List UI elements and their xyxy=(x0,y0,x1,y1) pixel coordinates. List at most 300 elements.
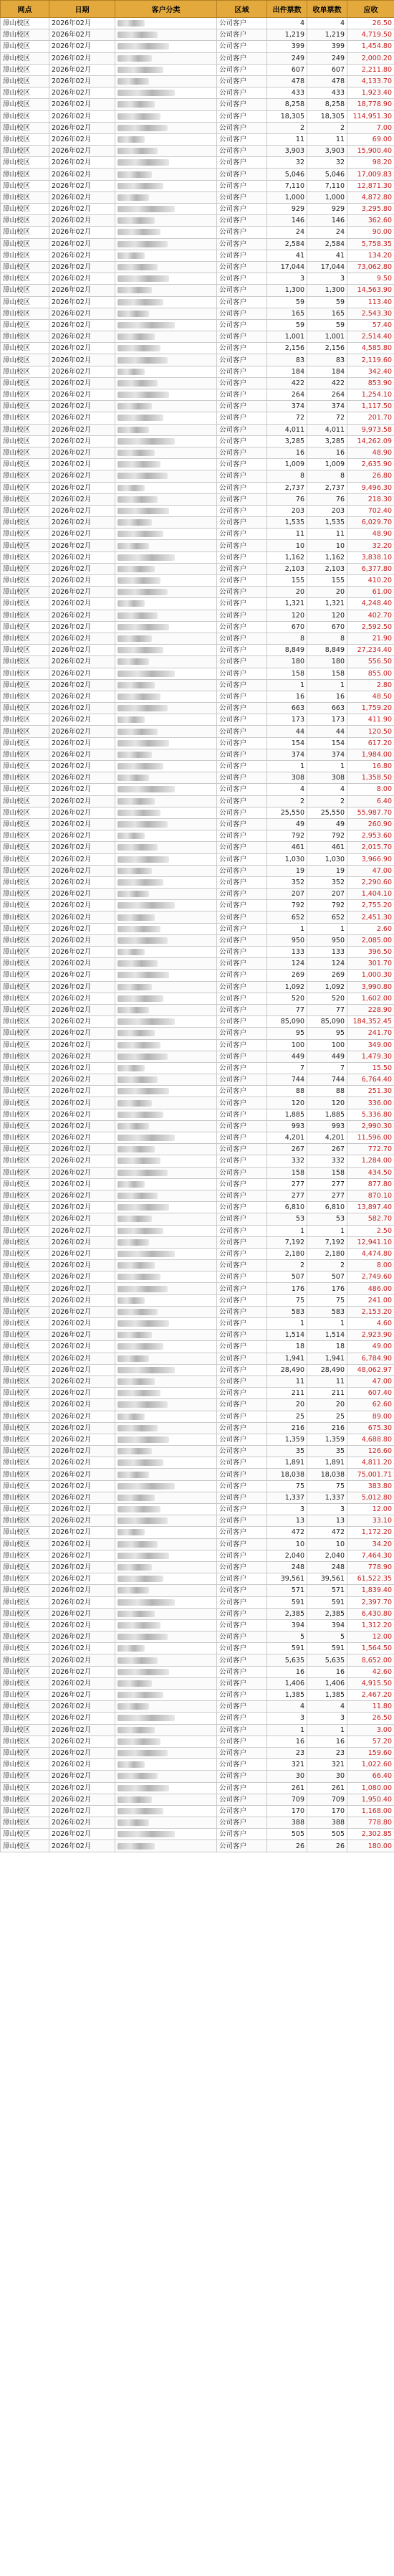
cell-date[interactable]: 2026年02月 xyxy=(49,1643,115,1654)
cell-region[interactable]: 公司客户 xyxy=(217,146,267,157)
cell-region[interactable]: 公司客户 xyxy=(217,435,267,447)
table-row[interactable] xyxy=(1,1713,394,1724)
cell-store[interactable]: 漳山校区 xyxy=(1,110,49,122)
cell-customer[interactable] xyxy=(115,1225,217,1236)
cell-date[interactable]: 2026年02月 xyxy=(49,1492,115,1503)
table-row[interactable] xyxy=(1,1388,394,1399)
cell-date[interactable]: 2026年02月 xyxy=(49,807,115,818)
cell-store[interactable]: 漳山校区 xyxy=(1,1829,49,1840)
cell-receive-count[interactable]: 184 xyxy=(307,366,347,377)
cell-region[interactable]: 公司客户 xyxy=(217,64,267,75)
cell-date[interactable]: 2026年02月 xyxy=(49,1596,115,1608)
cell-date[interactable]: 2026年02月 xyxy=(49,934,115,946)
cell-date[interactable]: 2026年02月 xyxy=(49,668,115,679)
header-date[interactable]: 日期 xyxy=(49,1,115,18)
table-row[interactable] xyxy=(1,1260,394,1272)
table-row[interactable] xyxy=(1,621,394,633)
cell-date[interactable]: 2026年02月 xyxy=(49,1422,115,1434)
cell-date[interactable]: 2026年02月 xyxy=(49,447,115,458)
cell-region[interactable]: 公司客户 xyxy=(217,1411,267,1422)
cell-region[interactable]: 公司客户 xyxy=(217,273,267,285)
cell-customer[interactable] xyxy=(115,1202,217,1213)
cell-receive-count[interactable]: 2,156 xyxy=(307,343,347,354)
cell-receive-count[interactable]: 59 xyxy=(307,319,347,331)
cell-store[interactable]: 漳山校区 xyxy=(1,737,49,749)
cell-store[interactable]: 漳山校区 xyxy=(1,273,49,285)
cell-amount[interactable]: 73,062.80 xyxy=(347,261,394,273)
table-row[interactable] xyxy=(1,296,394,308)
cell-store[interactable]: 漳山校区 xyxy=(1,1736,49,1747)
cell-receive-count[interactable]: 1,406 xyxy=(307,1677,347,1689)
cell-ship-count[interactable]: 950 xyxy=(267,934,307,946)
cell-amount[interactable]: 1,479.30 xyxy=(347,1051,394,1062)
table-row[interactable] xyxy=(1,1794,394,1805)
cell-store[interactable]: 漳山校区 xyxy=(1,1167,49,1178)
cell-ship-count[interactable]: 4,201 xyxy=(267,1132,307,1144)
cell-ship-count[interactable]: 203 xyxy=(267,505,307,516)
cell-ship-count[interactable]: 26 xyxy=(267,1840,307,1852)
cell-date[interactable]: 2026年02月 xyxy=(49,1747,115,1758)
cell-amount[interactable]: 1,284.00 xyxy=(347,1155,394,1167)
cell-receive-count[interactable]: 32 xyxy=(307,157,347,169)
cell-receive-count[interactable]: 5 xyxy=(307,1632,347,1643)
cell-customer[interactable] xyxy=(115,656,217,668)
cell-amount[interactable]: 1,254.10 xyxy=(347,389,394,401)
cell-date[interactable]: 2026年02月 xyxy=(49,215,115,227)
cell-region[interactable]: 公司客户 xyxy=(217,1120,267,1132)
cell-region[interactable]: 公司客户 xyxy=(217,1388,267,1399)
cell-amount[interactable]: 180.00 xyxy=(347,1840,394,1852)
table-row[interactable] xyxy=(1,795,394,807)
cell-amount[interactable]: 396.50 xyxy=(347,947,394,958)
cell-receive-count[interactable]: 30 xyxy=(307,1771,347,1782)
cell-date[interactable]: 2026年02月 xyxy=(49,1654,115,1666)
table-row[interactable] xyxy=(1,41,394,52)
cell-region[interactable]: 公司客户 xyxy=(217,691,267,702)
cell-store[interactable]: 漳山校区 xyxy=(1,1701,49,1713)
cell-amount[interactable]: 120.50 xyxy=(347,726,394,737)
cell-store[interactable]: 漳山校区 xyxy=(1,1632,49,1643)
cell-customer[interactable] xyxy=(115,18,217,29)
cell-customer[interactable] xyxy=(115,1260,217,1272)
table-row[interactable] xyxy=(1,1434,394,1445)
cell-customer[interactable] xyxy=(115,970,217,981)
cell-customer[interactable] xyxy=(115,1272,217,1283)
cell-amount[interactable]: 2,467.20 xyxy=(347,1690,394,1701)
cell-region[interactable]: 公司客户 xyxy=(217,296,267,308)
table-row[interactable] xyxy=(1,215,394,227)
cell-amount[interactable]: 434.50 xyxy=(347,1167,394,1178)
cell-date[interactable]: 2026年02月 xyxy=(49,853,115,865)
cell-customer[interactable] xyxy=(115,761,217,772)
cell-amount[interactable]: 402.70 xyxy=(347,610,394,621)
cell-region[interactable]: 公司客户 xyxy=(217,122,267,133)
cell-ship-count[interactable]: 264 xyxy=(267,389,307,401)
cell-customer[interactable] xyxy=(115,911,217,923)
table-row[interactable] xyxy=(1,830,394,842)
cell-date[interactable]: 2026年02月 xyxy=(49,1399,115,1411)
cell-receive-count[interactable]: 8 xyxy=(307,470,347,482)
cell-amount[interactable]: 12.00 xyxy=(347,1632,394,1643)
cell-date[interactable]: 2026年02月 xyxy=(49,180,115,191)
cell-store[interactable]: 漳山校区 xyxy=(1,1550,49,1561)
table-row[interactable] xyxy=(1,529,394,540)
cell-region[interactable]: 公司客户 xyxy=(217,401,267,412)
cell-amount[interactable]: 11.80 xyxy=(347,1701,394,1713)
cell-amount[interactable]: 6.40 xyxy=(347,795,394,807)
cell-date[interactable]: 2026年02月 xyxy=(49,1225,115,1236)
cell-amount[interactable]: 3,966.90 xyxy=(347,853,394,865)
cell-date[interactable]: 2026年02月 xyxy=(49,296,115,308)
cell-amount[interactable]: 3,295.80 xyxy=(347,204,394,215)
cell-amount[interactable]: 582.70 xyxy=(347,1213,394,1225)
cell-region[interactable]: 公司客户 xyxy=(217,610,267,621)
cell-ship-count[interactable]: 1,385 xyxy=(267,1690,307,1701)
cell-region[interactable]: 公司客户 xyxy=(217,1643,267,1654)
cell-receive-count[interactable]: 264 xyxy=(307,389,347,401)
cell-ship-count[interactable]: 2,584 xyxy=(267,238,307,250)
cell-receive-count[interactable]: 16 xyxy=(307,1666,347,1677)
cell-ship-count[interactable]: 16 xyxy=(267,691,307,702)
cell-region[interactable]: 公司客户 xyxy=(217,1504,267,1515)
cell-receive-count[interactable]: 5,635 xyxy=(307,1654,347,1666)
header-amount[interactable]: 应收 xyxy=(347,1,394,18)
cell-receive-count[interactable]: 3,903 xyxy=(307,146,347,157)
cell-customer[interactable] xyxy=(115,1538,217,1550)
cell-ship-count[interactable]: 7,192 xyxy=(267,1236,307,1248)
cell-ship-count[interactable]: 1,030 xyxy=(267,853,307,865)
cell-date[interactable]: 2026年02月 xyxy=(49,261,115,273)
cell-amount[interactable]: 26.50 xyxy=(347,1713,394,1724)
table-row[interactable] xyxy=(1,1004,394,1015)
cell-customer[interactable] xyxy=(115,366,217,377)
cell-receive-count[interactable]: 792 xyxy=(307,900,347,911)
cell-store[interactable]: 漳山校区 xyxy=(1,366,49,377)
cell-receive-count[interactable]: 146 xyxy=(307,215,347,227)
cell-amount[interactable]: 2,543.30 xyxy=(347,308,394,319)
cell-date[interactable]: 2026年02月 xyxy=(49,227,115,238)
cell-amount[interactable]: 134.20 xyxy=(347,250,394,261)
cell-amount[interactable]: 5,336.80 xyxy=(347,1109,394,1120)
cell-receive-count[interactable]: 35 xyxy=(307,1446,347,1457)
cell-ship-count[interactable]: 173 xyxy=(267,714,307,726)
cell-amount[interactable]: 15,900.40 xyxy=(347,146,394,157)
cell-customer[interactable] xyxy=(115,876,217,888)
cell-date[interactable]: 2026年02月 xyxy=(49,761,115,772)
cell-customer[interactable] xyxy=(115,1318,217,1330)
cell-amount[interactable]: 349.00 xyxy=(347,1039,394,1051)
cell-customer[interactable] xyxy=(115,482,217,493)
cell-amount[interactable]: 4,811.20 xyxy=(347,1457,394,1469)
cell-date[interactable]: 2026年02月 xyxy=(49,1736,115,1747)
cell-amount[interactable]: 2,635.90 xyxy=(347,459,394,470)
cell-receive-count[interactable]: 1,385 xyxy=(307,1690,347,1701)
cell-amount[interactable]: 9.50 xyxy=(347,273,394,285)
cell-amount[interactable]: 2,990.30 xyxy=(347,1120,394,1132)
cell-receive-count[interactable]: 1,000 xyxy=(307,191,347,203)
cell-store[interactable]: 漳山校区 xyxy=(1,958,49,970)
cell-receive-count[interactable]: 158 xyxy=(307,1167,347,1178)
table-row[interactable] xyxy=(1,587,394,598)
cell-store[interactable]: 漳山校区 xyxy=(1,401,49,412)
cell-store[interactable]: 漳山校区 xyxy=(1,947,49,958)
cell-amount[interactable]: 55,987.70 xyxy=(347,807,394,818)
cell-ship-count[interactable]: 2,180 xyxy=(267,1248,307,1259)
cell-customer[interactable] xyxy=(115,993,217,1004)
table-row[interactable] xyxy=(1,1817,394,1829)
cell-date[interactable]: 2026年02月 xyxy=(49,563,115,574)
table-row[interactable] xyxy=(1,1190,394,1201)
cell-customer[interactable] xyxy=(115,1759,217,1771)
cell-amount[interactable]: 2,211.80 xyxy=(347,64,394,75)
cell-customer[interactable] xyxy=(115,319,217,331)
cell-region[interactable]: 公司客户 xyxy=(217,911,267,923)
cell-store[interactable]: 漳山校区 xyxy=(1,1619,49,1631)
cell-ship-count[interactable]: 1,337 xyxy=(267,1492,307,1503)
cell-store[interactable]: 漳山校区 xyxy=(1,1306,49,1317)
cell-ship-count[interactable]: 158 xyxy=(267,1167,307,1178)
cell-receive-count[interactable]: 1,885 xyxy=(307,1109,347,1120)
table-row[interactable] xyxy=(1,459,394,470)
cell-store[interactable]: 漳山校区 xyxy=(1,1086,49,1097)
cell-region[interactable]: 公司客户 xyxy=(217,29,267,41)
cell-ship-count[interactable]: 3 xyxy=(267,1713,307,1724)
cell-ship-count[interactable]: 1,885 xyxy=(267,1109,307,1120)
cell-store[interactable]: 漳山校区 xyxy=(1,679,49,691)
table-row[interactable] xyxy=(1,1028,394,1039)
cell-region[interactable]: 公司客户 xyxy=(217,1283,267,1294)
cell-region[interactable]: 公司客户 xyxy=(217,1144,267,1155)
cell-region[interactable]: 公司客户 xyxy=(217,1399,267,1411)
cell-amount[interactable]: 1,022.60 xyxy=(347,1759,394,1771)
cell-ship-count[interactable]: 216 xyxy=(267,1422,307,1434)
cell-date[interactable]: 2026年02月 xyxy=(49,1446,115,1457)
cell-date[interactable]: 2026年02月 xyxy=(49,1527,115,1538)
cell-date[interactable]: 2026年02月 xyxy=(49,157,115,169)
table-row[interactable] xyxy=(1,1283,394,1294)
table-row[interactable] xyxy=(1,1632,394,1643)
cell-receive-count[interactable]: 26 xyxy=(307,1840,347,1852)
cell-receive-count[interactable]: 7,110 xyxy=(307,180,347,191)
cell-customer[interactable] xyxy=(115,87,217,99)
table-row[interactable] xyxy=(1,911,394,923)
cell-amount[interactable]: 411.90 xyxy=(347,714,394,726)
cell-receive-count[interactable]: 155 xyxy=(307,575,347,587)
table-row[interactable] xyxy=(1,679,394,691)
cell-ship-count[interactable]: 2,385 xyxy=(267,1608,307,1619)
cell-ship-count[interactable]: 5 xyxy=(267,1632,307,1643)
cell-receive-count[interactable]: 211 xyxy=(307,1388,347,1399)
cell-region[interactable]: 公司客户 xyxy=(217,540,267,551)
table-row[interactable] xyxy=(1,273,394,285)
cell-receive-count[interactable]: 7 xyxy=(307,1062,347,1074)
table-row[interactable] xyxy=(1,1585,394,1596)
cell-ship-count[interactable]: 792 xyxy=(267,900,307,911)
cell-customer[interactable] xyxy=(115,122,217,133)
table-row[interactable] xyxy=(1,1654,394,1666)
cell-receive-count[interactable]: 422 xyxy=(307,377,347,389)
cell-date[interactable]: 2026年02月 xyxy=(49,1283,115,1294)
cell-store[interactable]: 漳山校区 xyxy=(1,1515,49,1527)
table-row[interactable] xyxy=(1,1619,394,1631)
cell-date[interactable]: 2026年02月 xyxy=(49,818,115,830)
cell-date[interactable]: 2026年02月 xyxy=(49,1619,115,1631)
cell-store[interactable]: 漳山校区 xyxy=(1,18,49,29)
cell-amount[interactable]: 2,000.20 xyxy=(347,52,394,64)
cell-customer[interactable] xyxy=(115,1399,217,1411)
cell-ship-count[interactable]: 929 xyxy=(267,204,307,215)
cell-date[interactable]: 2026年02月 xyxy=(49,1724,115,1736)
cell-receive-count[interactable]: 607 xyxy=(307,64,347,75)
cell-store[interactable]: 漳山校区 xyxy=(1,1538,49,1550)
cell-amount[interactable]: 1,839.40 xyxy=(347,1585,394,1596)
cell-customer[interactable] xyxy=(115,64,217,75)
cell-store[interactable]: 漳山校区 xyxy=(1,1074,49,1086)
cell-store[interactable]: 漳山校区 xyxy=(1,470,49,482)
cell-customer[interactable] xyxy=(115,354,217,366)
table-row[interactable] xyxy=(1,424,394,435)
cell-region[interactable]: 公司客户 xyxy=(217,807,267,818)
cell-ship-count[interactable]: 1 xyxy=(267,923,307,934)
cell-ship-count[interactable]: 670 xyxy=(267,621,307,633)
table-row[interactable] xyxy=(1,227,394,238)
cell-receive-count[interactable]: 3,285 xyxy=(307,435,347,447)
cell-receive-count[interactable]: 59 xyxy=(307,296,347,308)
cell-receive-count[interactable]: 1,162 xyxy=(307,551,347,563)
cell-amount[interactable]: 4,915.50 xyxy=(347,1677,394,1689)
cell-region[interactable]: 公司客户 xyxy=(217,1829,267,1840)
cell-ship-count[interactable]: 583 xyxy=(267,1306,307,1317)
cell-ship-count[interactable]: 25,550 xyxy=(267,807,307,818)
cell-region[interactable]: 公司客户 xyxy=(217,842,267,853)
cell-amount[interactable]: 47.00 xyxy=(347,1375,394,1387)
cell-receive-count[interactable]: 433 xyxy=(307,87,347,99)
cell-store[interactable]: 漳山校区 xyxy=(1,1724,49,1736)
cell-date[interactable]: 2026年02月 xyxy=(49,1561,115,1573)
cell-amount[interactable]: 2,085.00 xyxy=(347,934,394,946)
cell-date[interactable]: 2026年02月 xyxy=(49,1677,115,1689)
cell-ship-count[interactable]: 321 xyxy=(267,1759,307,1771)
cell-region[interactable]: 公司客户 xyxy=(217,1236,267,1248)
cell-region[interactable]: 公司客户 xyxy=(217,1202,267,1213)
cell-region[interactable]: 公司客户 xyxy=(217,1805,267,1817)
table-row[interactable] xyxy=(1,1469,394,1480)
cell-store[interactable]: 漳山校区 xyxy=(1,1713,49,1724)
cell-store[interactable]: 漳山校区 xyxy=(1,1446,49,1457)
cell-customer[interactable] xyxy=(115,250,217,261)
cell-amount[interactable]: 2,015.70 xyxy=(347,842,394,853)
cell-customer[interactable] xyxy=(115,923,217,934)
cell-receive-count[interactable]: 170 xyxy=(307,1805,347,1817)
cell-date[interactable]: 2026年02月 xyxy=(49,505,115,516)
cell-amount[interactable]: 6,029.70 xyxy=(347,517,394,529)
cell-ship-count[interactable]: 993 xyxy=(267,1120,307,1132)
cell-store[interactable]: 漳山校区 xyxy=(1,1561,49,1573)
cell-customer[interactable] xyxy=(115,1155,217,1167)
cell-amount[interactable]: 778.80 xyxy=(347,1817,394,1829)
cell-ship-count[interactable]: 422 xyxy=(267,377,307,389)
cell-amount[interactable]: 5,758.35 xyxy=(347,238,394,250)
cell-date[interactable]: 2026年02月 xyxy=(49,621,115,633)
cell-date[interactable]: 2026年02月 xyxy=(49,645,115,656)
cell-region[interactable]: 公司客户 xyxy=(217,133,267,145)
cell-ship-count[interactable]: 207 xyxy=(267,889,307,900)
table-row[interactable] xyxy=(1,1805,394,1817)
cell-amount[interactable]: 126.60 xyxy=(347,1446,394,1457)
cell-store[interactable]: 漳山校区 xyxy=(1,714,49,726)
cell-date[interactable]: 2026年02月 xyxy=(49,842,115,853)
cell-date[interactable]: 2026年02月 xyxy=(49,412,115,424)
cell-amount[interactable]: 6,430.80 xyxy=(347,1608,394,1619)
cell-region[interactable]: 公司客户 xyxy=(217,1538,267,1550)
cell-ship-count[interactable]: 88 xyxy=(267,1086,307,1097)
cell-store[interactable]: 漳山校区 xyxy=(1,1434,49,1445)
cell-receive-count[interactable]: 100 xyxy=(307,1039,347,1051)
cell-receive-count[interactable]: 520 xyxy=(307,993,347,1004)
cell-customer[interactable] xyxy=(115,621,217,633)
cell-receive-count[interactable]: 2 xyxy=(307,122,347,133)
cell-ship-count[interactable]: 4 xyxy=(267,784,307,795)
cell-amount[interactable]: 18,778.90 xyxy=(347,99,394,110)
cell-customer[interactable] xyxy=(115,1782,217,1794)
cell-ship-count[interactable]: 19 xyxy=(267,865,307,876)
cell-ship-count[interactable]: 663 xyxy=(267,703,307,714)
cell-region[interactable]: 公司客户 xyxy=(217,331,267,343)
cell-store[interactable]: 漳山校区 xyxy=(1,377,49,389)
cell-store[interactable]: 漳山校区 xyxy=(1,1294,49,1306)
cell-date[interactable]: 2026年02月 xyxy=(49,656,115,668)
cell-date[interactable]: 2026年02月 xyxy=(49,122,115,133)
cell-store[interactable]: 漳山校区 xyxy=(1,1039,49,1051)
cell-receive-count[interactable]: 3 xyxy=(307,273,347,285)
cell-store[interactable]: 漳山校区 xyxy=(1,1190,49,1201)
cell-date[interactable]: 2026年02月 xyxy=(49,1051,115,1062)
cell-amount[interactable]: 2,514.40 xyxy=(347,331,394,343)
cell-receive-count[interactable]: 950 xyxy=(307,934,347,946)
cell-ship-count[interactable]: 16 xyxy=(267,1736,307,1747)
cell-region[interactable]: 公司客户 xyxy=(217,970,267,981)
cell-date[interactable]: 2026年02月 xyxy=(49,1004,115,1015)
cell-ship-count[interactable]: 332 xyxy=(267,1155,307,1167)
cell-receive-count[interactable]: 670 xyxy=(307,621,347,633)
cell-customer[interactable] xyxy=(115,1561,217,1573)
cell-store[interactable]: 漳山校区 xyxy=(1,261,49,273)
cell-receive-count[interactable]: 3 xyxy=(307,1504,347,1515)
cell-ship-count[interactable]: 591 xyxy=(267,1643,307,1654)
table-row[interactable] xyxy=(1,470,394,482)
cell-date[interactable]: 2026年02月 xyxy=(49,250,115,261)
cell-ship-count[interactable]: 3 xyxy=(267,273,307,285)
table-row[interactable] xyxy=(1,354,394,366)
cell-customer[interactable] xyxy=(115,1353,217,1364)
cell-receive-count[interactable]: 72 xyxy=(307,412,347,424)
cell-date[interactable]: 2026年02月 xyxy=(49,87,115,99)
cell-region[interactable]: 公司客户 xyxy=(217,1097,267,1109)
cell-date[interactable]: 2026年02月 xyxy=(49,435,115,447)
cell-region[interactable]: 公司客户 xyxy=(217,308,267,319)
cell-receive-count[interactable]: 249 xyxy=(307,52,347,64)
cell-receive-count[interactable]: 133 xyxy=(307,947,347,958)
cell-ship-count[interactable]: 120 xyxy=(267,1097,307,1109)
table-row[interactable] xyxy=(1,1527,394,1538)
cell-ship-count[interactable]: 85,090 xyxy=(267,1016,307,1028)
cell-amount[interactable]: 251.30 xyxy=(347,1086,394,1097)
cell-customer[interactable] xyxy=(115,853,217,865)
table-row[interactable] xyxy=(1,1747,394,1758)
header-customer[interactable]: 客户分类 xyxy=(115,1,217,18)
cell-customer[interactable] xyxy=(115,934,217,946)
cell-region[interactable]: 公司客户 xyxy=(217,1771,267,1782)
